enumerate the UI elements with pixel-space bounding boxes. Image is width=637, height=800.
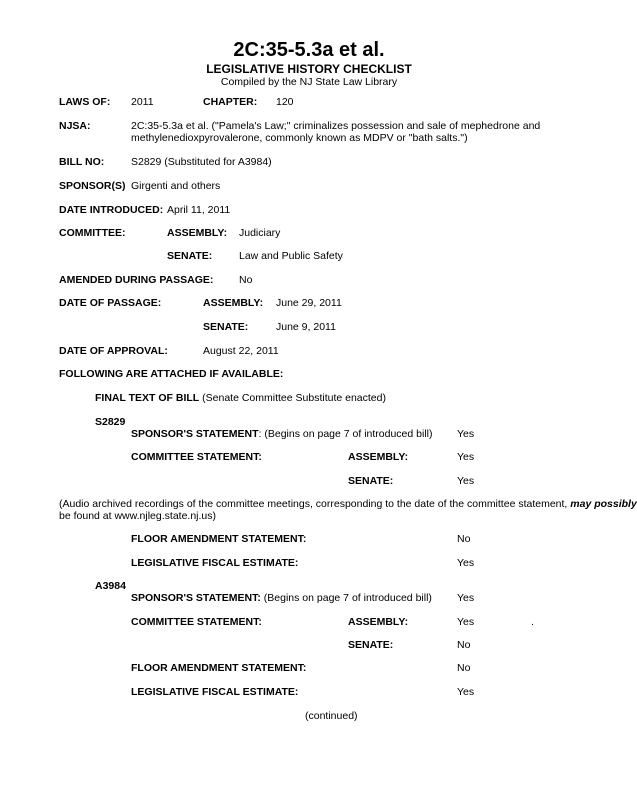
s2829-label: S2829 [95, 416, 126, 428]
final-text-note: (Senate Committee Substitute enacted) [199, 392, 386, 404]
committee-senate-label: SENATE: [167, 250, 213, 262]
s2829-floor-value: No [457, 533, 471, 545]
date-introduced-label: DATE INTRODUCED: [59, 204, 164, 216]
page-title: 2C:35-5.3a et al. [233, 39, 385, 61]
committee-assembly-label: ASSEMBLY: [167, 227, 228, 239]
date-approval-label: DATE OF APPROVAL: [59, 345, 168, 357]
committee-senate-value: Law and Public Safety [239, 250, 343, 262]
njsa-label: NJSA: [59, 120, 91, 132]
date-approval-value: August 22, 2011 [203, 345, 279, 357]
attached-heading: FOLLOWING ARE ATTACHED IF AVAILABLE: [59, 368, 284, 380]
s2829-assembly-label: ASSEMBLY: [348, 451, 409, 463]
date-introduced-value: April 11, 2011 [167, 204, 231, 216]
a3984-sponsor-stmt-label: SPONSOR'S STATEMENT: [131, 592, 261, 604]
passage-senate-label: SENATE: [203, 321, 249, 333]
committee-assembly-value: Judiciary [239, 227, 281, 239]
njsa-line2: methylenedioxpyrovalerone, commonly known as MDPV or "bath salts.") [131, 132, 468, 144]
laws-of-label: LAWS OF: [59, 96, 111, 108]
a3984-assembly-label: ASSEMBLY: [348, 616, 409, 628]
a3984-assembly-value: Yes [457, 616, 475, 628]
chapter-value: 120 [276, 96, 294, 108]
s2829-sponsor-stmt-note: : (Begins on page 7 of introduced bill) [258, 428, 433, 440]
stray-mark: . [531, 616, 534, 628]
s2829-sponsor-stmt-value: Yes [457, 428, 475, 440]
s2829-assembly-value: Yes [457, 451, 475, 463]
committee-label: COMMITTEE: [59, 227, 126, 239]
a3984-floor-value: No [457, 662, 471, 674]
a3984-floor-label: FLOOR AMENDMENT STATEMENT: [131, 662, 307, 674]
a3984-fiscal-value: Yes [457, 686, 475, 698]
amended-label: AMENDED DURING PASSAGE: [59, 274, 214, 286]
final-text-label: FINAL TEXT OF BILL [95, 392, 200, 404]
passage-senate-value: June 9, 2011 [276, 321, 336, 333]
laws-of-value: 2011 [131, 96, 154, 108]
a3984-sponsor-statement [131, 592, 432, 605]
audio-note-text: (Audio archived recordings of the committee meetings, corresponding to the date of the committee statement, [59, 498, 571, 510]
s2829-floor-label: FLOOR AMENDMENT STATEMENT: [131, 533, 307, 545]
amended-value: No [239, 274, 253, 286]
a3984-label: A3984 [95, 580, 126, 592]
compiled-by: Compiled by the NJ State Law Library [220, 76, 398, 88]
bill-no-value: S2829 (Substituted for A3984) [131, 156, 272, 168]
s2829-senate-value: Yes [457, 475, 475, 487]
chapter-label: CHAPTER: [203, 96, 258, 108]
s2829-sponsor-stmt-label: SPONSOR'S STATEMENT [131, 428, 259, 440]
passage-assembly-label: ASSEMBLY: [203, 297, 264, 309]
date-passage-label: DATE OF PASSAGE: [59, 297, 162, 309]
s2829-senate-label: SENATE: [348, 475, 394, 487]
final-text [95, 392, 386, 405]
audio-note-emphasis: may possibly [570, 498, 637, 510]
a3984-sponsor-stmt-value: Yes [457, 592, 475, 604]
a3984-committee-stmt-label: COMMITTEE STATEMENT: [131, 616, 262, 628]
s2829-committee-stmt-label: COMMITTEE STATEMENT: [131, 451, 262, 463]
passage-assembly-value: June 29, 2011 [276, 297, 342, 309]
sponsor-value: Girgenti and others [131, 180, 221, 192]
page-subtitle: LEGISLATIVE HISTORY CHECKLIST [206, 62, 412, 76]
continued-note: (continued) [305, 710, 358, 722]
a3984-fiscal-label: LEGISLATIVE FISCAL ESTIMATE: [131, 686, 299, 698]
bill-no-label: BILL NO: [59, 156, 105, 168]
a3984-senate-value: No [457, 639, 471, 651]
njsa-line1: 2C:35-5.3a et al. ("Pamela's Law;" criminalizes possession and sale of mephedrone and [131, 120, 541, 132]
s2829-fiscal-label: LEGISLATIVE FISCAL ESTIMATE: [131, 557, 299, 569]
a3984-sponsor-stmt-note: (Begins on page 7 of introduced bill) [260, 592, 432, 604]
s2829-fiscal-value: Yes [457, 557, 475, 569]
audio-note-line2: be found at www.njleg.state.nj.us) [59, 510, 217, 522]
s2829-sponsor-statement [131, 428, 433, 441]
sponsor-label: SPONSOR(S) [59, 180, 126, 192]
a3984-senate-label: SENATE: [348, 639, 394, 651]
